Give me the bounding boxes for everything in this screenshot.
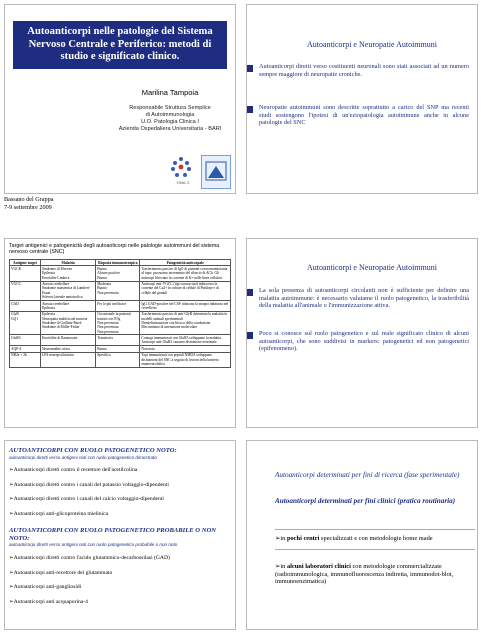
table-title: Target antigenici e patogenicità degli autoanticorpi nelle patologie autoimmuni del sistema nervoso centrale (SNC)	[9, 243, 220, 256]
paragraph: Neuropatie autoimmuni sono descritte soprattutto a carico del SNP ma recenti studi sostengono l'ipotesi di un'eziopatologia autoimmune anche in alcune patologie del SNC	[259, 104, 469, 127]
table-cell: GAD	[10, 300, 41, 311]
section-subheading: autoanticorpi diretti verso antigeni noti con ruolo patogenetico dimostrato	[9, 454, 157, 460]
table-row	[10, 335, 231, 346]
table-row	[10, 266, 231, 281]
affiliation-line: Responsabile Struttura Semplice	[129, 105, 211, 111]
table-cell: VGCC	[10, 281, 41, 300]
bullet-square-icon	[247, 289, 253, 296]
simel-logo	[169, 155, 193, 185]
list-item: ➢Autoanticorpi anti-recettore del glutammato	[9, 569, 113, 576]
arrow-icon: ➢	[9, 510, 14, 517]
table-cell: VGCK	[10, 266, 41, 281]
section-heading: AUTOANTICORPI CON RUOLO PATOGENETICO NOTO:	[9, 447, 177, 454]
table-cell: Occasionale in pazienti trattati con IVIg Non pervenuta Non pervenuta Non pervenuta	[96, 311, 140, 335]
list-item: ➢Autoanticorpi anti-glicoproteina mielinica	[9, 510, 109, 517]
divider	[275, 549, 475, 550]
item-clinical-labs: ➢in alcuni laboratori clinici con metodologie commercializzate (radioimmunologica, immunofluorescenza indiretta, immunodot-blot, immunoenzimatica)	[275, 563, 454, 586]
slide-heading: Autoanticorpi e Neuropatie Autoimmuni	[307, 263, 437, 272]
table-row	[10, 352, 231, 367]
presentation-title: Autoanticorpi nelle patologie del Sistema Nervoso Centrale e Periferico: metodi di studio e significato clinico.	[13, 21, 227, 69]
event-place: Bassano del Grappa	[4, 196, 54, 203]
slide-research-clinical	[246, 440, 478, 630]
clinical-line: Autoanticorpi determinati per fini clinici (pratica routinaria)	[275, 497, 456, 505]
table-cell: Transitoria	[96, 335, 140, 346]
logo-caption: SIMeL S	[176, 181, 190, 185]
table-row	[10, 300, 231, 311]
table-cell: Buona	[96, 346, 140, 352]
item-few-centers: ➢in pochi centri specializzati e con metodologie home made	[275, 535, 433, 542]
author-affiliation	[105, 105, 235, 133]
slide-title	[4, 4, 236, 194]
table-cell: Encefalite di Rasmussen	[40, 335, 95, 346]
arrow-icon: ➢	[9, 467, 14, 473]
hospital-logo	[201, 155, 231, 189]
arrow-icon: ➢	[9, 569, 14, 576]
table-cell: Atassia cerebellare Sindrome miastenica di Lambert-Eaton Sclerosi laterale amiotrofica	[40, 281, 95, 300]
paragraph: Autoanticorpi diretti verso costituenti neuronali sono stati associati ad un numero sempre maggiore di neuropatie croniche.	[259, 63, 469, 78]
event-location	[4, 196, 54, 211]
table-cell: Topi immunizzati con peptidi NMDA sviluppano disfunzioni del SNC a seguito di lesioni della barriera ematoencefalica	[140, 352, 231, 367]
list-item: ➢Autoanticorpi diretti contro l'acido glutammico-decarbossilasi (GAD)	[9, 555, 170, 561]
paragraph: La sola presenza di autoanticorpi circolanti non è sufficiente per definire una malattia autoimmune: è necessario valutame il ruolo patogenetico, la trasferibilità della malattia all'animale o l'immunizzazione attiva.	[259, 287, 469, 310]
list-item: ➢Autoanticorpi anti-gangliosidi	[9, 584, 82, 591]
affiliation-line: Azienda Ospedaliera Universitaria - BARI	[118, 126, 222, 132]
table-row	[10, 311, 231, 335]
table-cell: Epilessia Neuropatia multifocale motoria Sindrome di Guillain-Barré Sindrome di Miller-Fisher	[40, 311, 95, 335]
affiliation-line: U.O. Patologia Clinica I	[141, 119, 199, 125]
list-item: ➢Autoanticorpi diretti contro i canali del potassio voltaggio-dipendenti	[9, 481, 169, 488]
arrow-icon: ➢	[9, 555, 14, 561]
table-cell: Non nota	[140, 346, 231, 352]
table-cell: Atassia cerebellare Epilessia	[40, 300, 95, 311]
table-cell: Anticorpi anti-VGCC (tipi sconosciuti) inibiscono la corrente del Ca2+ in colture di cellule di Purkinje e di cellule del granuli	[140, 281, 231, 300]
column-header: Patogenicità anticorpale	[140, 260, 231, 266]
arrow-icon: ➢	[275, 563, 281, 570]
slide-heading: Autoanticorpi e Neuropatie Autoimmuni	[307, 40, 437, 49]
column-header: Malattia	[40, 260, 95, 266]
table-cell: Moderata Buona Non pervenuta	[96, 281, 140, 300]
table-cell: Trasferimento passivo di anti-GlyR determina la malattia in modelli animali sperimentali Demielinizzazione con blocco della conduzione Meccanismo di interazione molecolare	[140, 311, 231, 335]
paragraph: Poco si conosce sul ruolo patogenetico e sul reale significato clinico di alcuni autoanticorpi, che sono suddivisi in markers: patogenetici ed non patogenetici (epifenomeno).	[259, 330, 469, 353]
section-heading: AUTOANTICORPI CON RUOLO PATOGENETICO PROBABILE O NON NOTO:	[9, 527, 216, 542]
slide-pathogenetic-autoantibodies	[4, 440, 236, 630]
arrow-icon: ➢	[9, 584, 14, 591]
list-item: ➢Autoanticorpi anti acquaporina-4	[9, 598, 88, 605]
antigen-table	[9, 259, 231, 368]
bullet-square-icon	[247, 106, 253, 113]
arrow-icon: ➢	[9, 598, 14, 605]
table-cell: Per lo più inefficace	[96, 300, 140, 311]
table-cell: Sindrome di Morvan Epilessia Encefalite Limbica	[40, 266, 95, 281]
autoantibody-list-known	[9, 467, 233, 525]
slide-antigen-table	[4, 238, 236, 428]
arrow-icon: ➢	[9, 481, 14, 488]
table-cell: LES neuropsichiatrico	[40, 352, 95, 367]
column-header: Risposta immunoterapica	[96, 260, 140, 266]
arrow-icon: ➢	[275, 535, 281, 542]
table-cell: Coniugi immunizzati con GluR3 sviluppano la malattia. Anticorpi anti-GluR3 causano distruzione neuronale.	[140, 335, 231, 346]
table-cell: IgG GAD-positive nel CSF riducono la sinapsi inibitoria nel cervelletto	[140, 300, 231, 311]
author-name: Marilina Tampoia	[141, 88, 199, 97]
column-header: Antigene target	[10, 260, 41, 266]
affiliation-line: di Autoimmunologia	[145, 112, 195, 118]
table-cell: Buona Alcune positive Buona	[96, 266, 140, 281]
table-cell: Neuromielite ottica	[40, 346, 95, 352]
bullet-square-icon	[247, 332, 253, 339]
autoantibody-list-probable	[9, 555, 233, 613]
table-cell: NR2a + 2b	[10, 352, 41, 367]
research-line: Autoanticorpi determinati per fini di ricerca (fase sperimentale)	[275, 471, 460, 479]
table-cell: GluR3	[10, 335, 41, 346]
slide-neuropatie-1	[246, 4, 478, 194]
table-cell: Trasferimento passivo di IgG di pazienti con neuromiotonia al topo: procurano incremento del rilascio di ACh. Gli anticorpi bloccano la corrente di K+ nelle linee cellulari.	[140, 266, 231, 281]
table-cell: AQP-4	[10, 346, 41, 352]
slide-neuropatie-2	[246, 238, 478, 428]
divider	[275, 529, 475, 530]
table-cell: GlyR GQ1	[10, 311, 41, 335]
event-date: 7-9 settembre 2009	[4, 203, 52, 211]
list-item: ➢Autoanticorpi diretti contro il recettore dell'acetilcolina	[9, 467, 138, 473]
table-row	[10, 281, 231, 300]
bullet-square-icon	[247, 65, 253, 72]
arrow-icon: ➢	[9, 496, 14, 503]
list-item: ➢Autoanticorpi diretti contro i canali del calcio voltaggio-dipendenti	[9, 496, 164, 503]
section-subheading: autoanticorpi diretti verso antigeni noti con ruolo patogenetico probabile o non noto	[9, 542, 178, 547]
table-cell: Specifica	[96, 352, 140, 367]
